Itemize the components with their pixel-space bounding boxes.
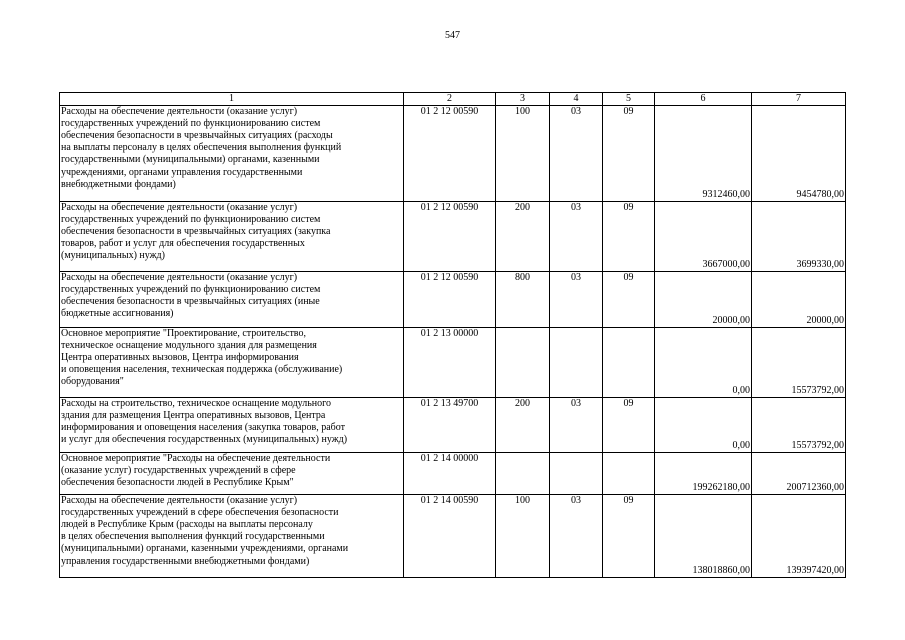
row-target-article: 01 2 14 00000 [404,453,496,495]
row-subsection: 09 [603,398,655,453]
row-subsection: 09 [603,202,655,272]
row-expense-type: 100 [496,495,550,578]
budget-table [59,92,846,578]
row-subsection [603,453,655,495]
row-expense-type: 800 [496,272,550,328]
row-section [550,453,603,495]
row-name: Основное мероприятие "Проектирование, строительство, техническое оснащение модульного здания для размещения Центра оперативных вызовов, Центра информирования и оповещения населения, техническая поддержка (обслуживание) оборудования" [60,328,404,398]
row-expense-type [496,453,550,495]
row-amount-col6: 0,00 [655,398,752,453]
row-name: Расходы на строительство, техническое оснащение модульного здания для размещения Центра оперативных вызовов, Центра информирования и оповещения населения (закупка товаров, работ и услуг для обеспечения государственных (муниципальных) нужд) [60,398,404,453]
row-amount-col6: 9312460,00 [655,106,752,202]
row-subsection: 09 [603,495,655,578]
row-section: 03 [550,106,603,202]
table-row [60,272,846,328]
header-col-2: 2 [404,93,496,106]
row-amount-col6: 3667000,00 [655,202,752,272]
row-target-article: 01 2 12 00590 [404,272,496,328]
row-section: 03 [550,272,603,328]
page-number: 547 [445,30,460,41]
header-col-1: 1 [60,93,404,106]
header-col-3: 3 [496,93,550,106]
table-row [60,398,846,453]
header-row [60,93,846,106]
row-amount-col7: 139397420,00 [752,495,846,578]
header-col-7: 7 [752,93,846,106]
row-target-article: 01 2 12 00590 [404,202,496,272]
table-row [60,495,846,578]
row-amount-col6: 138018860,00 [655,495,752,578]
row-section [550,328,603,398]
row-amount-col7: 15573792,00 [752,328,846,398]
row-expense-type: 100 [496,106,550,202]
row-subsection: 09 [603,272,655,328]
row-name: Основное мероприятие "Расходы на обеспечение деятельности (оказание услуг) государственных учреждений в сфере обеспечения безопасности людей в Республике Крым" [60,453,404,495]
row-name: Расходы на обеспечение деятельности (оказание услуг) государственных учреждений по функционированию систем обеспечения безопасности в чрезвычайных ситуациях (иные бюджетные ассигнования) [60,272,404,328]
row-target-article: 01 2 13 49700 [404,398,496,453]
table-row [60,328,846,398]
row-amount-col7: 9454780,00 [752,106,846,202]
row-amount-col6: 0,00 [655,328,752,398]
row-expense-type: 200 [496,202,550,272]
row-amount-col7: 200712360,00 [752,453,846,495]
row-subsection: 09 [603,106,655,202]
row-amount-col6: 199262180,00 [655,453,752,495]
row-expense-type [496,328,550,398]
row-amount-col7: 15573792,00 [752,398,846,453]
row-name: Расходы на обеспечение деятельности (оказание услуг) государственных учреждений по функционированию систем обеспечения безопасности в чрезвычайных ситуациях (закупка товаров, работ и услуг для обеспечения государственных (муниципальных) нужд) [60,202,404,272]
row-subsection [603,328,655,398]
header-col-6: 6 [655,93,752,106]
header-col-5: 5 [603,93,655,106]
row-name: Расходы на обеспечение деятельности (оказание услуг) государственных учреждений в сфере обеспечения безопасности людей в Республике Крым (расходы на выплаты персоналу в целях обеспечения выполнения функций государственными (муниципальными) органами, казенными учреждениями, органами управления государственными внебюджетными фондами) [60,495,404,578]
row-target-article: 01 2 12 00590 [404,106,496,202]
row-amount-col7: 20000,00 [752,272,846,328]
table-row [60,453,846,495]
row-target-article: 01 2 13 00000 [404,328,496,398]
header-col-4: 4 [550,93,603,106]
table-row [60,202,846,272]
row-amount-col7: 3699330,00 [752,202,846,272]
row-section: 03 [550,495,603,578]
row-section: 03 [550,202,603,272]
row-name: Расходы на обеспечение деятельности (оказание услуг) государственных учреждений по функционированию систем обеспечения безопасности в чрезвычайных ситуациях (расходы на выплаты персоналу в целях обеспечения выполнения функций государственными (муниципальными) органами, казенными учреждениями, органами управления государственными внебюджетными фондами) [60,106,404,202]
table-row [60,106,846,202]
row-section: 03 [550,398,603,453]
row-target-article: 01 2 14 00590 [404,495,496,578]
row-expense-type: 200 [496,398,550,453]
row-amount-col6: 20000,00 [655,272,752,328]
